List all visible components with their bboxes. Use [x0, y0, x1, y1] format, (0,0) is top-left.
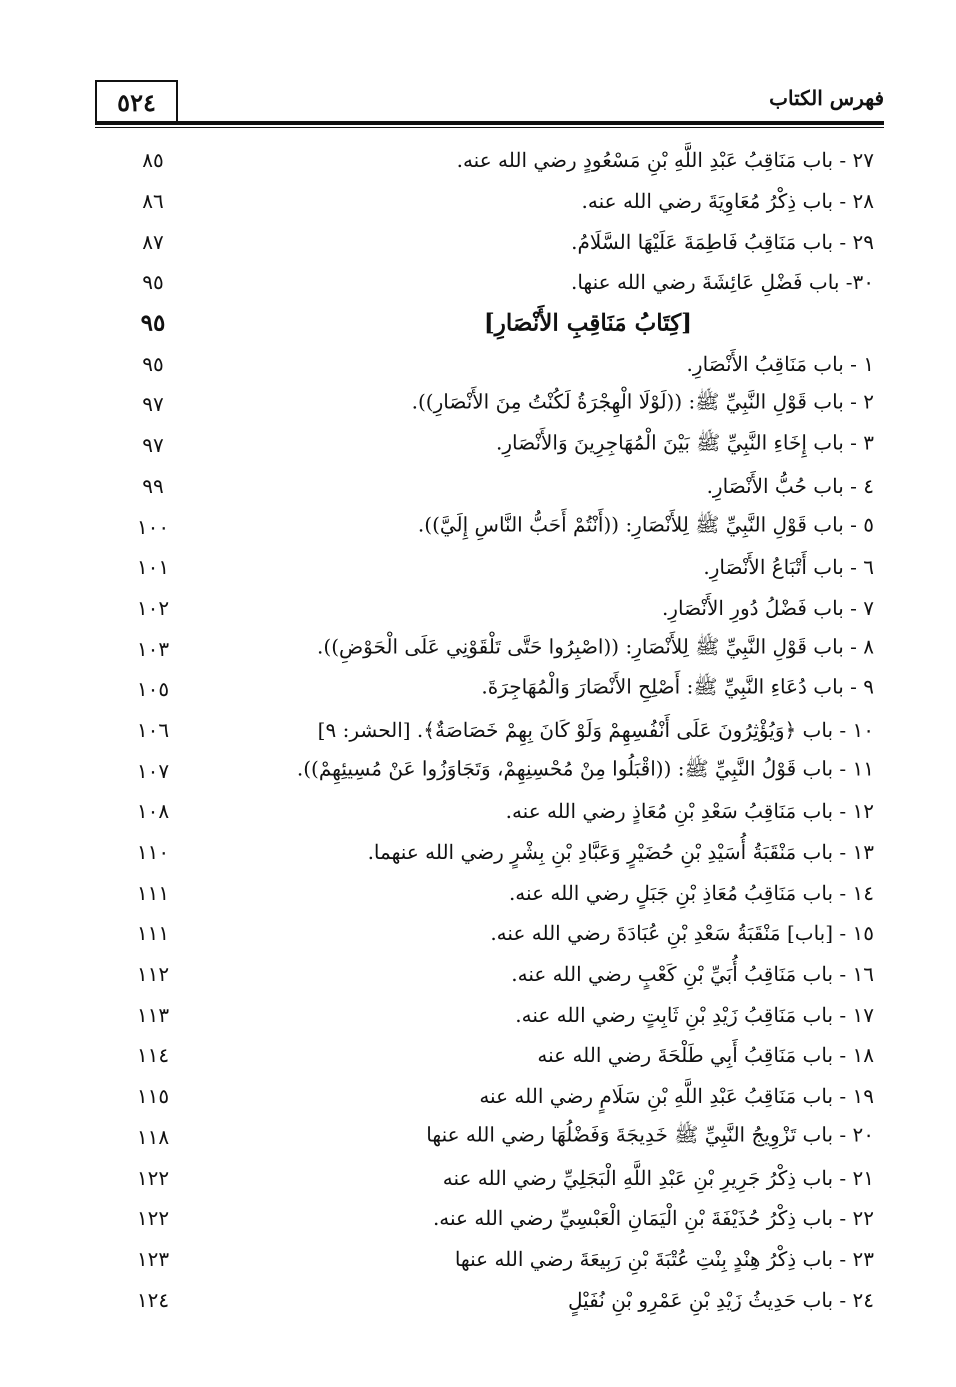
toc-entry — [0, 1076, 956, 1117]
toc-entry — [0, 994, 956, 1035]
toc-entry-title: ٧ - باب فَضْلُ دُورِ الأَنْصَارِ. — [661, 595, 874, 620]
toc-entry-page: ٩٩ — [142, 473, 164, 498]
toc-entry-page: ٨٧ — [142, 229, 164, 254]
toc-entry-title: ٥ - باب قَوْلِ النَّبِيِّ ﷺ لِلأَنْصَارِ: ((أَنْتُمْ أَحَبُّ النَّاسِ إِلَيَّ)). — [417, 512, 874, 537]
toc-entry — [0, 1198, 956, 1239]
toc-entry-title: ٢٠ - باب تَزْوِيجُ النَّبِيِّ ﷺ خَدِيجَةَ وَفَضْلُهَا رضي الله عنها — [426, 1122, 874, 1147]
section-heading: [كِتَابُ مَنَاقِبِ الأَنْصَارِ] — [483, 309, 693, 337]
toc-entry-page: ١٠٨ — [136, 799, 170, 824]
page-number-box — [95, 80, 178, 122]
toc-entry — [0, 425, 956, 466]
toc-entry — [0, 547, 956, 588]
toc-entry-page: ١١٢ — [136, 962, 170, 987]
toc-entry-title: ١٣ - باب مَنْقَبَةُ أُسَيْدِ بْنِ حُضَيْرٍ وَعَبَّادِ بْنِ بِشْرٍ رضي الله عنهما. — [367, 840, 874, 865]
toc-entry — [0, 832, 956, 873]
section-heading-row — [0, 303, 956, 344]
toc-entry — [0, 750, 956, 791]
toc-entry — [0, 791, 956, 832]
toc-entry-title: ٢٧ - باب مَنَاقِبُ عَبْدِ اللَّهِ بْنِ مَسْعُودٍ رضي الله عنه. — [456, 148, 874, 173]
toc-entry — [0, 384, 956, 425]
toc-entry — [0, 1157, 956, 1198]
toc-entry — [0, 913, 956, 954]
toc-entry — [0, 1117, 956, 1158]
toc-entry-page: ٩٧ — [142, 392, 164, 417]
toc-entry — [0, 181, 956, 222]
toc-entry-page: ١١٥ — [136, 1084, 170, 1109]
toc-entry-title: ١٨ - باب مَنَاقِبُ أَبِي طَلْحَةَ رضي الله عنه — [537, 1043, 874, 1068]
toc-entry-title: ٤ - باب حُبُّ الأَنْصَارِ. — [706, 473, 874, 498]
toc-entry-page: ١١٣ — [136, 1002, 170, 1027]
toc-entry-title: ١٠ - باب ﴿وَيُؤْثِرُونَ عَلَى أَنْفُسِهِمْ وَلَوْ كَانَ بِهِمْ خَصَاصَةٌ﴾. [الحشر: ٩] — [317, 717, 874, 742]
toc-entry-title: ٢٢ - باب ذِكْرُ حُذَيْفَةَ بْنِ الْيَمَانِ الْعَبْسِيِّ رضي الله عنه. — [432, 1206, 874, 1231]
toc-entry — [0, 954, 956, 995]
toc-entry-title: ٣ - باب إِخَاءِ النَّبِيِّ ﷺ بَيْنَ الْمُهَاجِرِينَ وَالأَنْصَارِ. — [495, 430, 874, 455]
header-rule-thick — [95, 121, 884, 125]
toc-entry-page: ٩٥ — [142, 270, 164, 295]
toc-entry-title: ١٦ - باب مَنَاقِبُ أُبَيِّ بْنِ كَعْبٍ رضي الله عنه. — [511, 962, 874, 987]
toc-entry-title: ٢٣ - باب ذِكْرُ هِنْدٍ بِنْتِ عُتْبَةَ بْنِ رَبِيعَةَ رضي الله عنها — [454, 1246, 874, 1271]
toc-entry-title: ٦ - باب أَتْبَاعُ الأَنْصَارِ. — [703, 555, 874, 580]
toc-entry-page: ١٠٦ — [136, 717, 170, 742]
toc-entry-page: ٩٥ — [142, 351, 164, 376]
toc-entry-title: ١٢ - باب مَنَاقِبُ سَعْدِ بْنِ مُعَاذٍ رضي الله عنه. — [505, 799, 874, 824]
toc-entry — [0, 506, 956, 547]
toc-entry-title: ١٧ - باب مَنَاقِبُ زَيْدِ بْنِ ثَابِتٍ رضي الله عنه. — [515, 1002, 874, 1027]
toc-entry-page: ١١١ — [136, 921, 170, 946]
toc-entry-title: ١٩ - باب مَنَاقِبُ عَبْدِ اللَّهِ بْنِ سَلَامٍ رضي الله عنه — [479, 1084, 874, 1109]
toc-entry — [0, 710, 956, 751]
toc-entry — [0, 466, 956, 507]
toc-entry-page: ٩٧ — [142, 433, 164, 458]
toc-entry-title: ١٤ - باب مَنَاقِبُ مُعَاذِ بْنِ جَبَلٍ رضي الله عنه. — [508, 880, 874, 905]
toc-entry-page: ١٢٢ — [136, 1165, 170, 1190]
toc-entry-title: ٢٩ - باب مَنَاقِبُ فَاطِمَةَ عَلَيْهَا السَّلَامُ. — [571, 229, 874, 254]
toc-entry-title: ١٥ - [باب] مَنْقَبَةُ سَعْدِ بْنِ عُبَادَةَ رضي الله عنه. — [490, 921, 874, 946]
toc-entry-title: ٢١ - باب ذِكْرُ جَرِيرِ بْنِ عَبْدِ اللَّهِ الْبَجَلِيِّ رضي الله عنه — [442, 1165, 874, 1190]
toc-entry-page: ١٠٣ — [136, 636, 170, 661]
toc-entry — [0, 669, 956, 710]
toc-entry-page: ١٠٧ — [136, 758, 170, 783]
header-rule-thin — [95, 127, 884, 128]
toc-entry — [0, 872, 956, 913]
toc-entry — [0, 628, 956, 669]
toc-entry — [0, 588, 956, 629]
toc-entry-title: ٣٠- باب فَضْلِ عَائِشَةَ رضي الله عنها. — [570, 270, 874, 295]
toc-entry-page: ٨٥ — [142, 148, 164, 173]
table-of-contents — [0, 140, 956, 1320]
toc-entry-title: ١ - باب مَنَاقِبُ الأَنْصَارِ. — [686, 351, 874, 376]
toc-entry-title: ٩ - باب دُعَاءِ النَّبِيِّ ﷺ: أَصْلِحِ الأَنْصَارَ وَالْمُهَاجِرَةَ. — [481, 674, 874, 699]
toc-entry — [0, 343, 956, 384]
toc-entry-page: ٨٦ — [142, 189, 164, 214]
toc-entry-page: ١١٨ — [136, 1124, 170, 1149]
toc-entry-page: ١٠٠ — [136, 514, 170, 539]
toc-entry-page: ١١٤ — [136, 1043, 170, 1068]
toc-entry-title: ٢٤ - باب حَدِيثُ زَيْدِ بْنِ عَمْرِو بْنِ نُفَيْلٍ — [567, 1287, 874, 1312]
toc-entry-title: ١١ - باب قَوْلُ النَّبِيِّ ﷺ: ((اقْبَلُوا مِنْ مُحْسِنِهِمْ، وَتَجَاوَزُوا عَنْ مُسِيئِهِمْ)). — [296, 756, 874, 781]
toc-entry-page: ١١١ — [136, 880, 170, 905]
toc-entry — [0, 1035, 956, 1076]
running-header-title: فهرس الكتاب — [769, 86, 884, 110]
toc-entry-page: ١٠٢ — [136, 595, 170, 620]
toc-entry — [0, 140, 956, 181]
toc-entry-page: ١٠٥ — [136, 677, 170, 702]
toc-entry-page: ١١٠ — [136, 840, 170, 865]
toc-entry-page: ٩٥ — [140, 309, 166, 337]
toc-entry-page: ١٠١ — [136, 555, 170, 580]
toc-entry-title: ٢ - باب قَوْلِ النَّبِيِّ ﷺ: ((لَوْلَا الْهِجْرَةُ لَكُنْتُ مِنَ الأَنْصَارِ)). — [411, 389, 874, 414]
page-number: ٥٢٤ — [117, 87, 156, 117]
toc-entry-page: ١٢٣ — [136, 1246, 170, 1271]
toc-entry-page: ١٢٤ — [136, 1287, 170, 1312]
toc-entry-title: ٨ - باب قَوْلِ النَّبِيِّ ﷺ لِلأَنْصَارِ: ((اصْبِرُوا حَتَّى تَلْقَوْنِي عَلَى الْحَوْضِ)). — [317, 634, 874, 659]
toc-entry — [0, 262, 956, 303]
toc-entry — [0, 221, 956, 262]
toc-entry-page: ١٢٢ — [136, 1206, 170, 1231]
toc-entry-title: ٢٨ - باب ذِكْرُ مُعَاوِيَةَ رضي الله عنه. — [581, 189, 874, 214]
toc-entry — [0, 1239, 956, 1280]
toc-entry — [0, 1279, 956, 1320]
